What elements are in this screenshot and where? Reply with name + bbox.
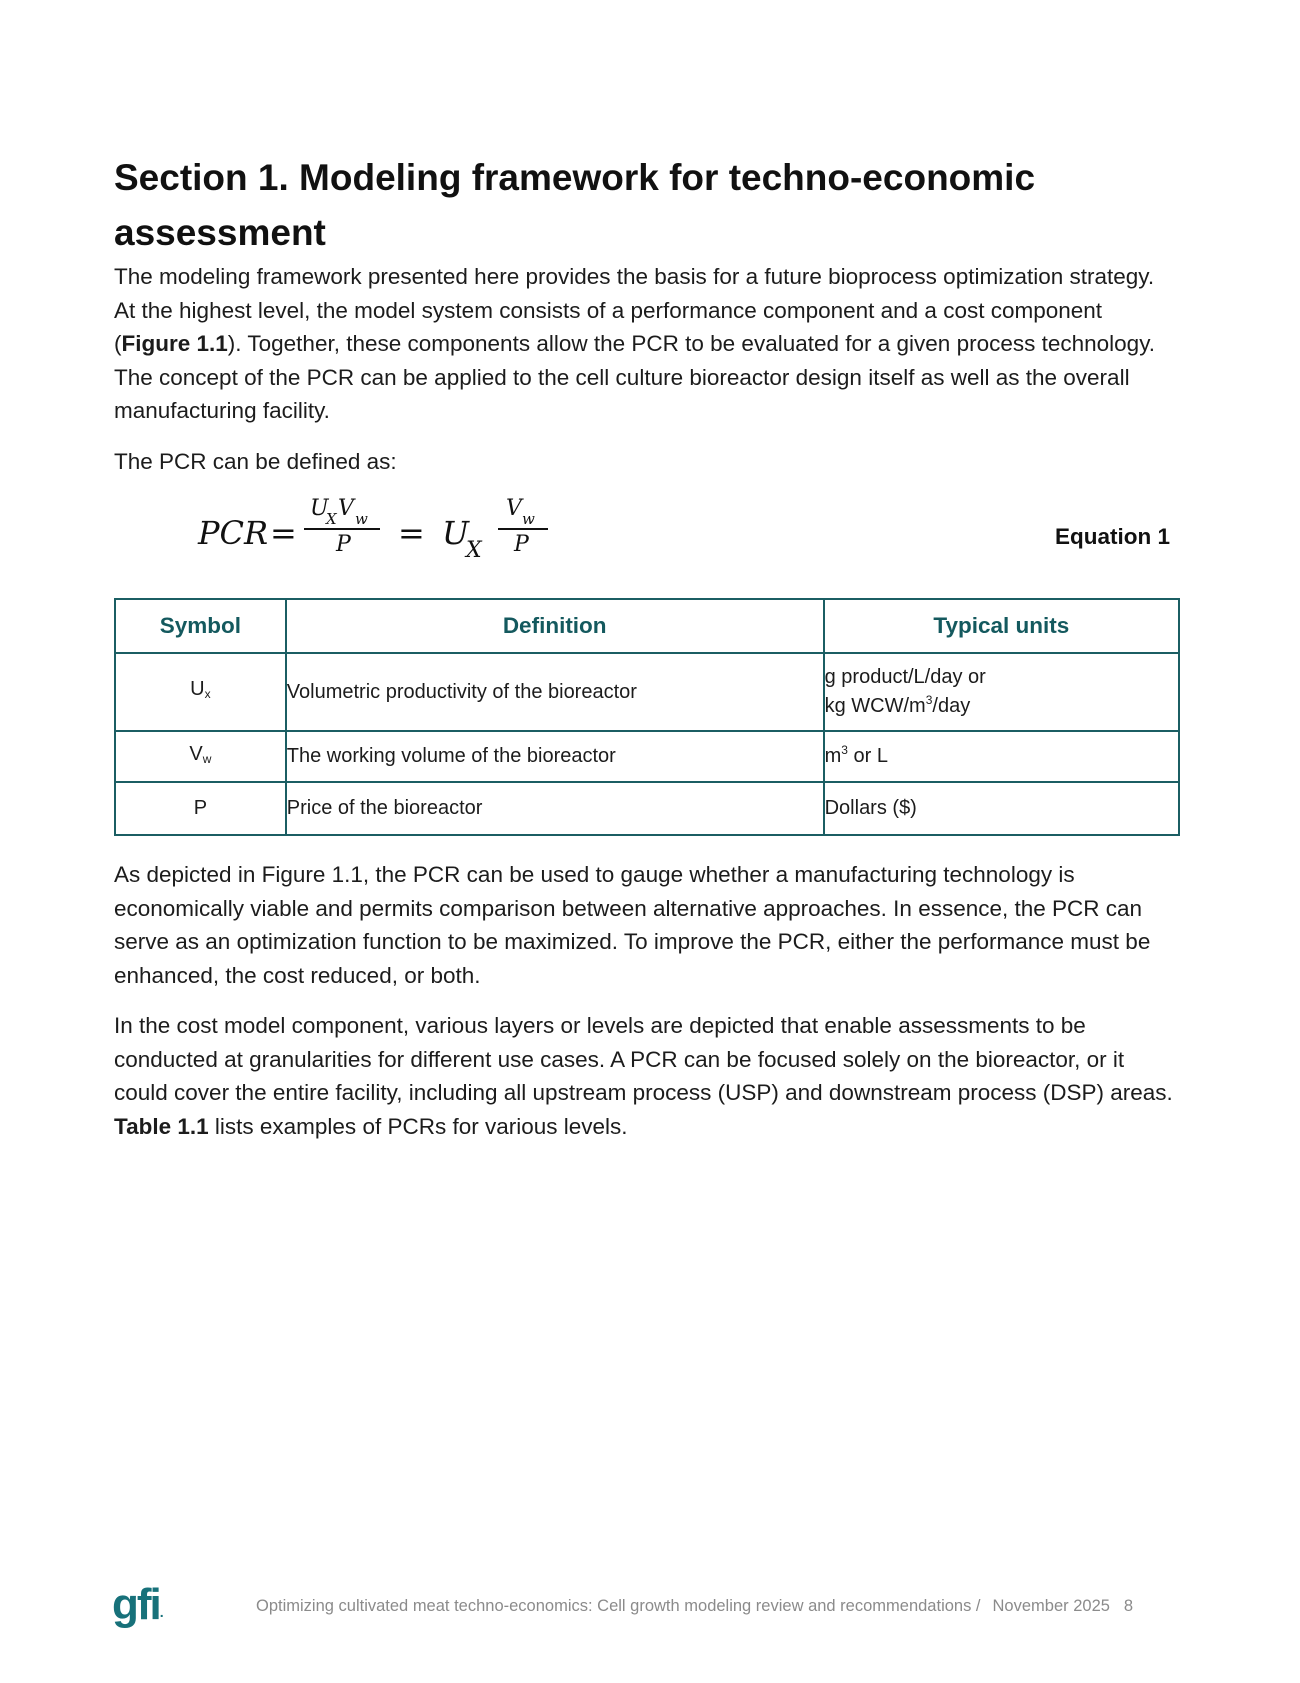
- eq-num-u: U: [310, 496, 329, 521]
- equation-row: [114, 492, 1180, 592]
- units-line-1: g product/L/day or: [824, 666, 986, 688]
- footer-date: November 2025: [992, 1597, 1110, 1615]
- intro-text-1: The modeling framework presented here provides the basis for a future bioprocess optimization strategy. At the highest level, the model system consists of a performance component and a cost component (: [114, 264, 1155, 356]
- units-cell: [824, 731, 1179, 782]
- intro-text-2: ). Together, these components allow the PCR to be evaluated for a given process technology. The concept of the PCR can be applied to the cell culture bioreactor design itself as well as the overall manufacturing facility.: [114, 331, 1156, 423]
- gfi-logo: [112, 1580, 164, 1637]
- table-header-row: [115, 599, 1179, 653]
- symbol-text: U: [190, 678, 205, 700]
- paragraph-pcr-usage: As depicted in Figure 1.1, the PCR can be used to gauge whether a manufacturing technology is economically viable and permits comparison between alternative approaches. In essence, the PCR can serve as an optimization function to be maximized. To improve the PCR, either the performance must be enhanced, the cost reduced, or both.: [114, 862, 1151, 988]
- eq-equals-1: =: [270, 514, 297, 552]
- units-text-tail: or L: [847, 745, 888, 767]
- eq-num-w: w: [355, 510, 368, 528]
- eq-den-p: P: [336, 532, 351, 557]
- table-row: [115, 731, 1179, 782]
- table-reference: Table 1.1: [114, 1113, 209, 1139]
- equation-label: Equation 1: [1054, 524, 1170, 549]
- footer: [256, 1597, 1133, 1616]
- page-content: [114, 150, 1180, 1143]
- units-superscript: 3: [925, 693, 933, 707]
- units-cell: [824, 653, 1179, 731]
- header-symbol: Symbol: [115, 599, 286, 653]
- eq-fraction-bar-2: [498, 528, 548, 530]
- eq-num-x: X: [326, 510, 337, 528]
- eq-num2-w: w: [522, 510, 535, 528]
- eq-equals-2: =: [398, 514, 425, 552]
- header-units: Typical units: [824, 599, 1179, 653]
- definition-cell: The working volume of the bioreactor: [286, 731, 824, 782]
- symbol-definition-table: [114, 598, 1180, 836]
- cost-model-text-2: lists examples of PCRs for various levels.: [208, 1113, 628, 1139]
- units-line-2-tail: /day: [932, 695, 971, 717]
- eq-den2-p: P: [514, 532, 529, 557]
- header-definition: Definition: [286, 599, 824, 653]
- symbol-subscript: w: [202, 751, 212, 766]
- symbol-cell: [115, 731, 286, 782]
- units-text: m: [824, 745, 842, 767]
- table-row: [115, 653, 1179, 731]
- symbol-subscript: x: [204, 687, 211, 701]
- logo-dot: .: [159, 1604, 164, 1620]
- logo-text: gfi: [112, 1580, 160, 1629]
- paragraph-cost-model: [114, 1009, 1180, 1143]
- units-cell: Dollars ($): [824, 782, 1179, 835]
- units-superscript: 3: [841, 743, 848, 757]
- symbol-cell: P: [115, 782, 286, 835]
- cost-model-text-1: In the cost model component, various layers or levels are depicted that enable assessments to be conducted at granularities for different use cases. A PCR can be focused solely on the bioreactor, or it could cover the entire facility, including all upstream process (USP) and downstream process (DSP) areas.: [114, 1013, 1173, 1105]
- eq-u-sub-x: X: [466, 538, 482, 563]
- page-number: 8: [1123, 1597, 1134, 1615]
- eq-num2-v: V: [506, 496, 522, 521]
- section-title: Section 1. Modeling framework for techno-economic assessment: [114, 157, 1036, 253]
- eq-num-v: V: [338, 496, 354, 521]
- eq-fraction-bar-1: [304, 528, 380, 530]
- definition-cell: Price of the bioreactor: [286, 782, 824, 835]
- symbol-cell: [115, 653, 286, 731]
- units-line-2: kg WCW/m: [824, 695, 926, 717]
- footer-title: Optimizing cultivated meat techno-economics: Cell growth modeling review and recommendations /: [256, 1597, 981, 1615]
- definition-cell: Volumetric productivity of the bioreactor: [286, 653, 824, 731]
- symbol-text: V: [189, 742, 203, 765]
- table-row: [115, 782, 1179, 835]
- eq-u: U: [442, 514, 469, 552]
- eq-lhs: PCR: [198, 514, 269, 552]
- intro-paragraph: [114, 260, 1180, 428]
- figure-reference: Figure 1.1: [121, 331, 228, 356]
- definition-intro: The PCR can be defined as:: [114, 448, 397, 474]
